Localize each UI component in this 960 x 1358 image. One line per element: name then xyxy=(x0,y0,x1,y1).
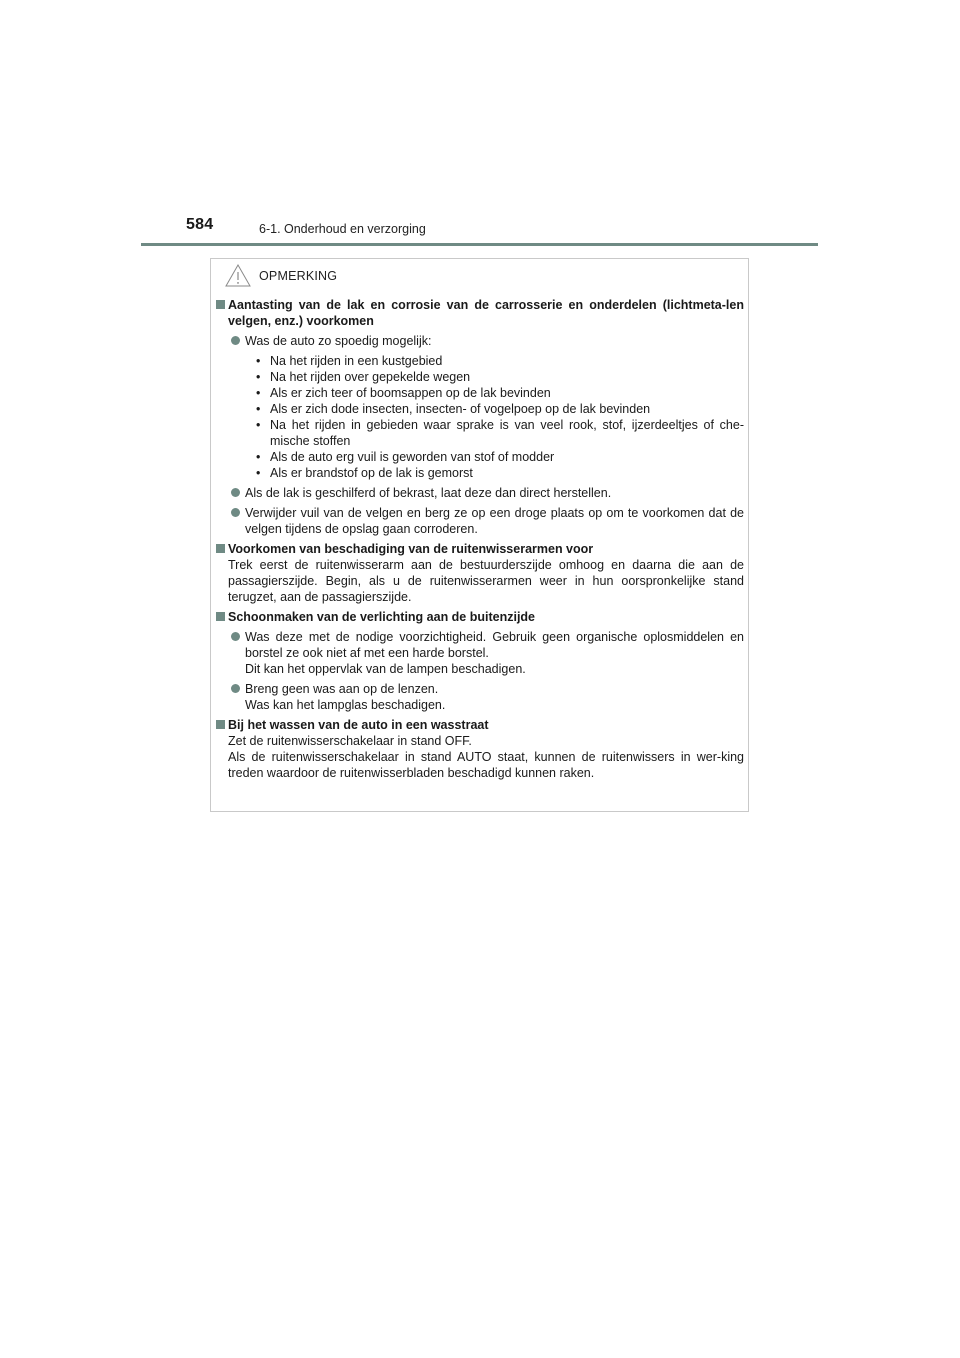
notice-section xyxy=(216,717,744,781)
section-heading: Aantasting van de lak en corrosie van de carrosserie en onderdelen (lichtmeta-len velgen, enz.) voorkomen xyxy=(228,298,744,328)
bullet-item xyxy=(228,333,744,481)
notice-header xyxy=(225,264,337,287)
bullet-item xyxy=(228,681,744,713)
round-bullet-icon xyxy=(231,336,240,345)
warning-triangle-icon xyxy=(225,264,251,287)
round-bullet-icon xyxy=(231,488,240,497)
sub-list xyxy=(245,353,744,481)
bullet-text: Was kan het lampglas beschadigen. xyxy=(245,698,446,712)
section-heading: Schoonmaken van de verlichting aan de buitenzijde xyxy=(228,610,536,624)
section-body: Zet de ruitenwisserschakelaar in stand OFF. xyxy=(228,734,472,748)
bullet-item xyxy=(228,629,744,677)
sub-list-item: • Als er zich teer of boomsappen op de lak bevinden xyxy=(256,386,551,400)
bullet-text: Breng geen was aan op de lenzen. xyxy=(245,682,439,696)
sub-list-item: • Na het rijden in een kustgebied xyxy=(256,354,443,368)
section-title: 6-1. Onderhoud en verzorging xyxy=(259,222,426,236)
section-body: Als de ruitenwisserschakelaar in stand AUTO staat, kunnen de ruitenwissers in wer-king treden waardoor de ruitenwisserbladen beschadigd kunnen raken. xyxy=(228,750,744,780)
bullet-item xyxy=(228,485,744,501)
notice-section xyxy=(216,297,744,537)
section-body: Trek eerst de ruitenwisserarm aan de bestuurderszijde omhoog en daarna die aan de passagierszijde. Begin, als u de ruitenwisserarmen weer in hun oorspronkelijke stand terugzet, aan de passagierszijde. xyxy=(228,558,744,604)
page-number: 584 xyxy=(186,216,214,233)
header-divider xyxy=(141,243,818,246)
bullet-text: Dit kan het oppervlak van de lampen beschadigen. xyxy=(245,662,526,676)
square-bullet-icon xyxy=(216,720,225,729)
bullet-item xyxy=(228,505,744,537)
bullet-text: Verwijder vuil van de velgen en berg ze op een droge plaats op om te voorkomen dat de velgen tijdens de opslag gaan corroderen. xyxy=(245,506,744,536)
sub-list-item: • Als er brandstof op de lak is gemorst xyxy=(256,466,473,480)
section-heading: Voorkomen van beschadiging van de ruitenwisserarmen voor xyxy=(228,542,594,556)
notice-section xyxy=(216,541,744,605)
section-heading: Bij het wassen van de auto in een wasstraat xyxy=(228,718,489,732)
round-bullet-icon xyxy=(231,684,240,693)
sub-list-item: • Als de auto erg vuil is geworden van stof of modder xyxy=(256,450,555,464)
notice-box xyxy=(210,258,749,812)
notice-section xyxy=(216,609,744,713)
bullet-text: Als de lak is geschilferd of bekrast, laat deze dan direct herstellen. xyxy=(245,486,612,500)
sub-list-item: • Als er zich dode insecten, insecten- of vogelpoep op de lak bevinden xyxy=(256,402,651,416)
square-bullet-icon xyxy=(216,612,225,621)
bullet-text: Was deze met de nodige voorzichtigheid. Gebruik geen organische oplosmiddelen en borstel ze ook niet af met een harde borstel. xyxy=(245,630,744,660)
square-bullet-icon xyxy=(216,544,225,553)
notice-title: OPMERKING xyxy=(259,268,338,283)
round-bullet-icon xyxy=(231,508,240,517)
square-bullet-icon xyxy=(216,300,225,309)
sub-list-item: • Na het rijden over gepekelde wegen xyxy=(256,370,471,384)
round-bullet-icon xyxy=(231,632,240,641)
bullet-text: Was de auto zo spoedig mogelijk: xyxy=(245,334,432,348)
notice-content xyxy=(216,297,744,785)
sub-list-item: • Na het rijden in gebieden waar sprake is van veel rook, stof, ijzerdeeltjes of che-mische stoffen xyxy=(256,418,744,448)
